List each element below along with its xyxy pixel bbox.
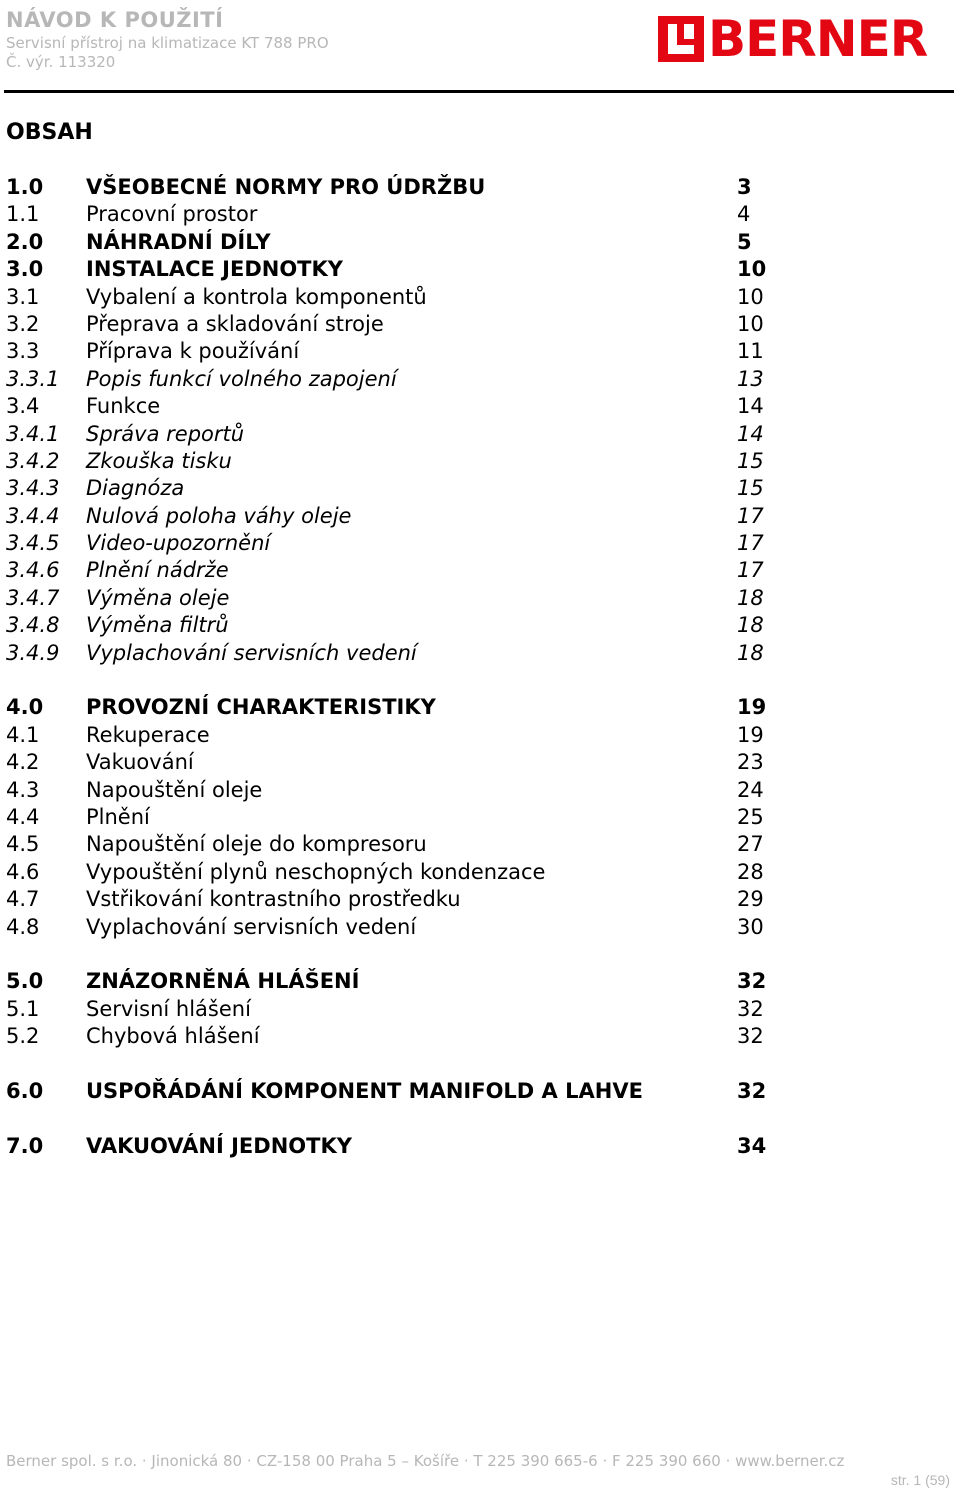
toc-entry[interactable] [6, 749, 806, 776]
toc-entry-title: PROVOZNÍ CHARAKTERISTIKY [86, 695, 436, 720]
berner-logo [658, 10, 956, 68]
toc-entry[interactable] [6, 557, 806, 584]
toc-entry[interactable] [6, 338, 806, 365]
toc-entry-num: 4.5 [6, 832, 40, 857]
toc-entry-title: Napouštění oleje [86, 777, 263, 802]
toc-entry-page: 15 [737, 476, 764, 501]
toc-entry[interactable] [6, 256, 806, 283]
toc-entry[interactable] [6, 831, 806, 858]
toc-entry[interactable] [6, 475, 806, 502]
toc-entry[interactable] [6, 777, 806, 804]
toc-entry-page: 27 [737, 832, 764, 857]
toc-entry[interactable] [6, 229, 806, 256]
toc-entry[interactable] [6, 804, 806, 831]
toc-entry-title: Popis funkcí volného zapojení [86, 366, 397, 391]
toc-entry-num: 7.0 [6, 1133, 44, 1158]
toc-entry-page: 23 [737, 750, 764, 775]
toc-entry-page: 14 [737, 394, 764, 419]
toc-entry-title: Zkouška tisku [86, 448, 232, 473]
toc-entry[interactable] [6, 421, 806, 448]
toc-entry-title: Správa reportů [86, 421, 245, 446]
toc-entry-num: 4.2 [6, 750, 40, 775]
toc-entry-page: 4 [737, 202, 751, 227]
toc-entry-title: Vypouštění plynů neschopných kondenzace [86, 859, 546, 884]
toc-entry-num: 5.0 [6, 969, 44, 994]
toc-entry-title: Vyplachování servisních vedení [86, 914, 417, 939]
berner-logo-mark-icon [658, 16, 704, 62]
toc-entry-num: 4.8 [6, 914, 40, 939]
toc-entry-num: 6.0 [6, 1078, 44, 1103]
toc-entry-num: 2.0 [6, 229, 44, 254]
document-subtitle: Servisní přístroj na klimatizace KT 788 PRO [6, 34, 329, 52]
toc-entry-num: 1.0 [6, 175, 44, 199]
toc-entry-num: 3.1 [6, 284, 40, 309]
toc-entry-page: 13 [737, 366, 764, 391]
toc-entry[interactable] [6, 503, 806, 530]
toc-entry-page: 19 [737, 695, 767, 720]
toc-entry-num: 4.1 [6, 722, 40, 747]
toc-entry-page: 11 [737, 339, 764, 364]
logo-text: BERNER [708, 10, 928, 68]
toc-entry-title: Příprava k používání [86, 339, 300, 364]
toc-entry-page: 18 [737, 640, 764, 665]
toc-entry-title: Servisní hlášení [86, 996, 251, 1021]
toc-entry-num: 3.0 [6, 257, 44, 282]
toc-entry[interactable] [6, 201, 806, 228]
toc-entry[interactable] [6, 530, 806, 557]
toc-entry-title: Výměna oleje [86, 585, 230, 610]
toc-entry-title: Chybová hlášení [86, 1024, 260, 1049]
toc-entry-page: 15 [737, 448, 764, 473]
toc-entry-page: 10 [737, 257, 767, 282]
toc-entry-page: 17 [737, 503, 764, 528]
table-of-contents [6, 174, 806, 1160]
toc-spacer [6, 667, 806, 694]
toc-entry[interactable] [6, 968, 806, 995]
toc-entry-page: 10 [737, 284, 764, 309]
toc-entry-title: INSTALACE JEDNOTKY [86, 257, 343, 282]
toc-entry[interactable] [6, 366, 806, 393]
toc-entry-page: 34 [737, 1133, 767, 1158]
toc-entry-title: Vybalení a kontrola komponentů [86, 284, 427, 309]
toc-entry[interactable] [6, 393, 806, 420]
toc-entry-num: 4.3 [6, 777, 40, 802]
toc-entry[interactable] [6, 284, 806, 311]
toc-entry-title: Diagnóza [86, 476, 185, 501]
toc-entry-page: 18 [737, 613, 764, 638]
toc-entry-num: 3.4.8 [6, 613, 60, 638]
toc-entry[interactable] [6, 1023, 806, 1050]
page-header [0, 0, 960, 96]
toc-entry-num: 1.1 [6, 202, 40, 227]
toc-entry-num: 3.3.1 [6, 366, 60, 391]
toc-entry[interactable] [6, 859, 806, 886]
toc-entry-title: USPOŘÁDÁNÍ KOMPONENT MANIFOLD A LAHVE [86, 1078, 643, 1103]
toc-entry-title: Výměna filtrů [86, 613, 229, 638]
toc-spacer [6, 941, 806, 968]
toc-entry-title: Video-upozornění [86, 531, 271, 556]
toc-entry[interactable] [6, 886, 806, 913]
footer-address: Berner spol. s r.o. · Jinonická 80 · CZ-158 00 Praha 5 – Košíře · T 225 390 665-6 · F 225 390 660 · www.berner.cz [6, 1452, 845, 1470]
toc-entry-page: 29 [737, 887, 764, 912]
toc-entry-title: Přeprava a skladování stroje [86, 311, 384, 336]
toc-entry-page: 32 [737, 996, 764, 1021]
toc-entry[interactable] [6, 1078, 806, 1105]
toc-entry-title: VAKUOVÁNÍ JEDNOTKY [86, 1133, 352, 1158]
toc-entry[interactable] [6, 996, 806, 1023]
header-divider [4, 90, 954, 93]
toc-spacer [6, 1051, 806, 1078]
toc-entry-title: VŠEOBECNÉ NORMY PRO ÚDRŽBU [86, 175, 486, 199]
toc-heading: OBSAH [6, 120, 93, 145]
toc-entry-num: 5.1 [6, 996, 40, 1021]
toc-entry-title: Nulová poloha váhy oleje [86, 503, 352, 528]
toc-entry-num: 3.4.6 [6, 558, 60, 583]
toc-entry-page: 24 [737, 777, 764, 802]
toc-entry-page: 25 [737, 804, 764, 829]
toc-entry-title: Rekuperace [86, 722, 210, 747]
toc-entry[interactable] [6, 448, 806, 475]
toc-entry-page: 30 [737, 914, 764, 939]
toc-entry-title: Pracovní prostor [86, 202, 258, 227]
toc-entry-page: 17 [737, 558, 764, 583]
toc-entry-title: Vakuování [86, 750, 194, 775]
page-number: str. 1 (59) [890, 1472, 950, 1488]
toc-entry-num: 4.0 [6, 695, 44, 720]
toc-entry[interactable] [6, 640, 806, 667]
toc-entry-page: 5 [737, 229, 752, 254]
toc-entry-page: 3 [737, 175, 752, 199]
toc-entry-num: 4.7 [6, 887, 40, 912]
toc-entry-num: 3.4.3 [6, 476, 60, 501]
toc-entry[interactable] [6, 694, 806, 721]
toc-entry[interactable] [6, 1133, 806, 1160]
toc-entry-title: NÁHRADNÍ DÍLY [86, 229, 271, 254]
toc-entry-num: 4.6 [6, 859, 40, 884]
toc-entry[interactable] [6, 722, 806, 749]
toc-entry-page: 17 [737, 531, 764, 556]
toc-entry-page: 14 [737, 421, 764, 446]
toc-entry-num: 3.4.2 [6, 448, 60, 473]
toc-entry-num: 3.4.7 [6, 585, 60, 610]
toc-entry-title: ZNÁZORNĚNÁ HLÁŠENÍ [86, 969, 360, 994]
toc-spacer [6, 1105, 806, 1132]
toc-entry-num: 3.4.1 [6, 421, 60, 446]
toc-entry[interactable] [6, 585, 806, 612]
toc-entry-title: Plnění [86, 804, 150, 829]
toc-entry-num: 3.3 [6, 339, 40, 364]
toc-entry-num: 3.4.4 [6, 503, 60, 528]
toc-entry[interactable] [6, 311, 806, 338]
document-title: NÁVOD K POUŽITÍ [6, 8, 224, 32]
toc-entry-title: Vyplachování servisních vedení [86, 640, 417, 665]
toc-entry-title: Vstřikování kontrastního prostředku [86, 887, 461, 912]
toc-entry-num: 3.4 [6, 394, 40, 419]
toc-entry-num: 4.4 [6, 804, 40, 829]
toc-entry[interactable] [6, 612, 806, 639]
product-code: Č. výr. 113320 [6, 53, 116, 71]
toc-entry-num: 3.2 [6, 311, 40, 336]
toc-entry-page: 32 [737, 969, 767, 994]
toc-entry-page: 10 [737, 311, 764, 336]
toc-entry-page: 18 [737, 585, 764, 610]
toc-entry[interactable] [6, 914, 806, 941]
toc-entry[interactable] [6, 174, 806, 201]
toc-entry-page: 32 [737, 1024, 764, 1049]
toc-entry-num: 5.2 [6, 1024, 40, 1049]
toc-entry-title: Funkce [86, 394, 161, 419]
toc-entry-num: 3.4.5 [6, 531, 60, 556]
toc-entry-page: 32 [737, 1078, 767, 1103]
toc-entry-title: Napouštění oleje do kompresoru [86, 832, 427, 857]
toc-entry-num: 3.4.9 [6, 640, 60, 665]
toc-entry-page: 28 [737, 859, 764, 884]
toc-entry-page: 19 [737, 722, 764, 747]
toc-entry-title: Plnění nádrže [86, 558, 229, 583]
